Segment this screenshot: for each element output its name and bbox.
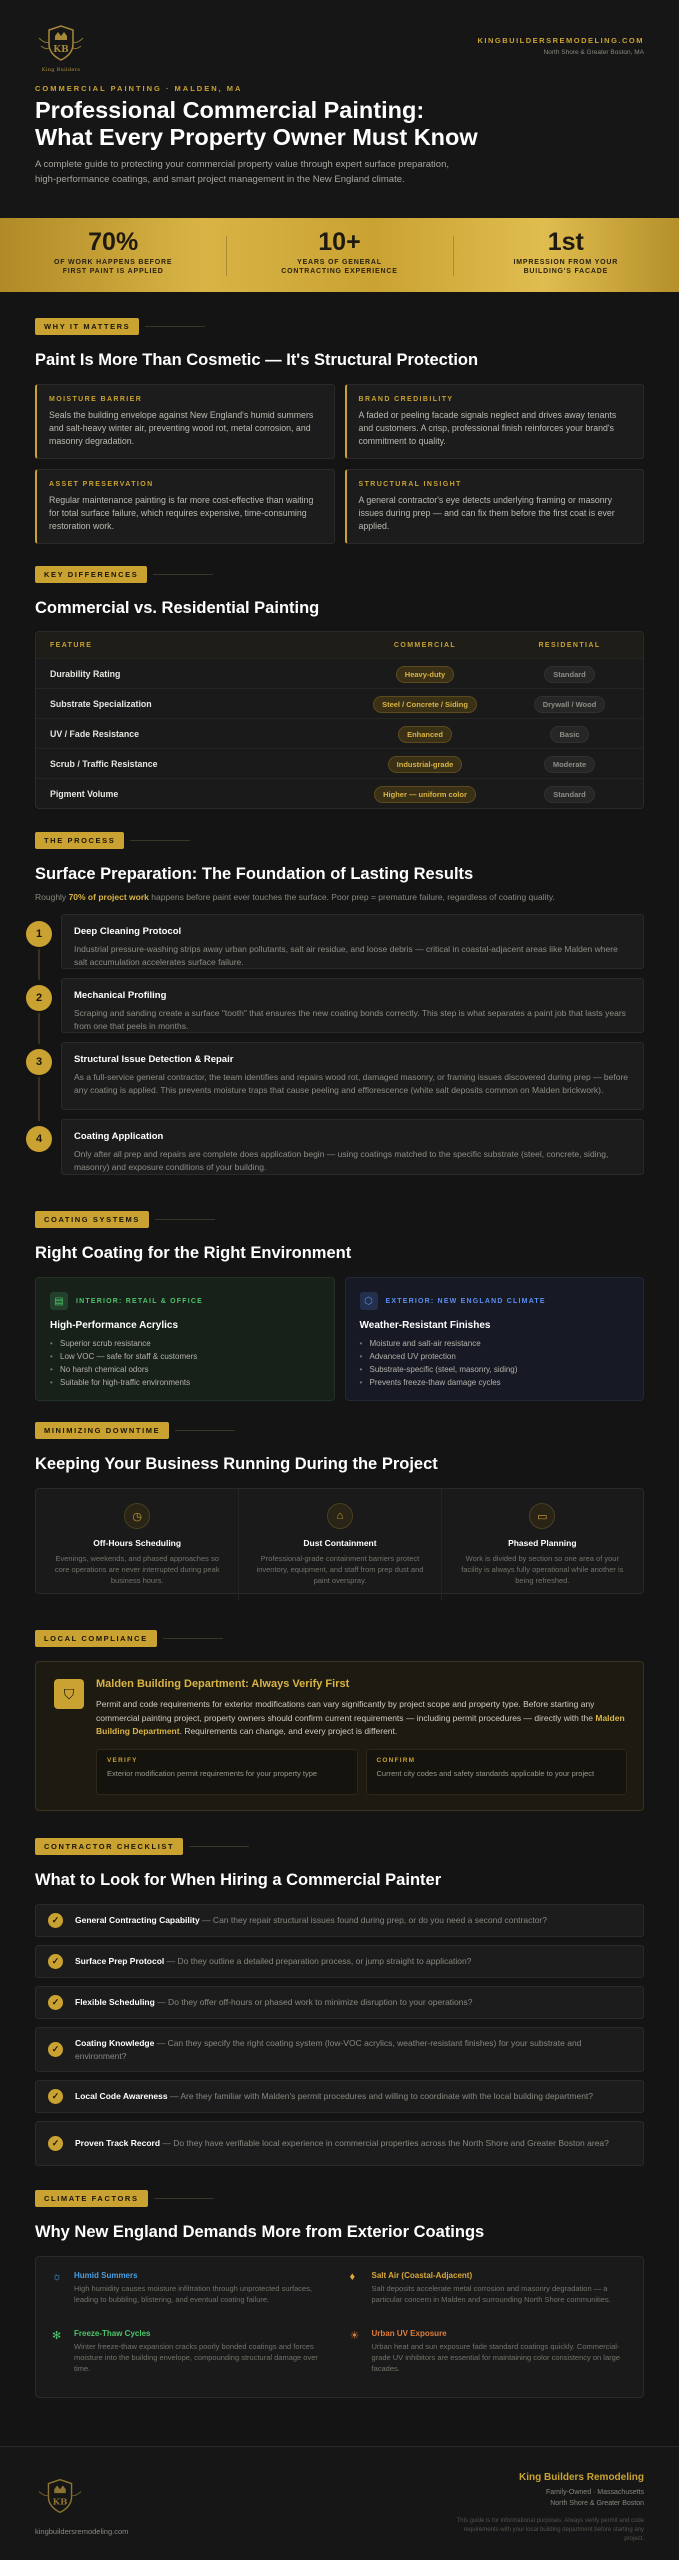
stat-label: OF WORK HAPPENS BEFORE FIRST PAINT IS APPLIED	[53, 259, 173, 275]
coating-feature: • Advanced UV protection	[360, 1350, 630, 1363]
sun-icon: ☀	[349, 2329, 360, 2342]
section-badge: MINIMIZING DOWNTIME	[35, 1422, 169, 1439]
step-title: Structural Issue Detection & Repair	[74, 1054, 234, 1065]
step-item	[35, 978, 644, 1033]
commercial-pill: Enhanced	[398, 726, 452, 743]
card-title: STRUCTURAL INSIGHT	[358, 481, 462, 488]
section-title: Keeping Your Business Running During the Project	[35, 1455, 438, 1473]
step-body: Only after all prep and repairs are complete does application begin — using coatings matched to the specific substrate (steel, concrete, siding, masonry) and exposure conditions of your building.	[74, 1149, 609, 1172]
card-body: A faded or peeling facade signals neglect and drives away tenants and customers. A crisp, professional finish reinforces your brand's commitment to quality.	[358, 410, 617, 446]
step-body: As a full-service general contractor, the team identifies and repairs wood rot, damaged masonry, or framing issues discovered during prep — before any coating is applied. This prevents moisture traps that cause peeling and efflorescence (white salt deposits common on Malden brickwork).	[74, 1072, 629, 1095]
checklist-title: Flexible Scheduling	[75, 1997, 155, 2007]
check-icon: ✓	[48, 2089, 63, 2104]
card-body: A general contractor's eye detects underlying framing or masonry issues during prep — and can fix them before the first coat is ever applied.	[358, 495, 615, 531]
checklist-body: — Are they familiar with Malden's permit procedures and willing to coordinate with the local building department?	[167, 2091, 594, 2101]
checklist-title: Local Code Awareness	[75, 2091, 168, 2101]
card-asset-preservation	[35, 469, 335, 544]
page-title-line-2: What Every Property Owner Must Know	[35, 124, 478, 150]
step-title: Deep Cleaning Protocol	[74, 926, 182, 937]
footer-company-name: King Builders Remodeling	[518, 2472, 644, 2483]
step-item	[35, 1119, 644, 1175]
climate-body: Salt deposits accelerate metal corrosion and masonry degradation — a particular concern in Malden and surrounding North Shore communities.	[371, 2284, 611, 2304]
feature-cell: Scrub / Traffic Resistance	[50, 758, 158, 769]
downtime-body: Work is divided by section so one area of your facility is always fully operational while another is being refreshed.	[461, 1554, 624, 1585]
intro-text: Roughly	[35, 892, 69, 902]
commercial-pill: Heavy-duty	[396, 666, 454, 683]
stat-label: YEARS OF GENERAL CONTRACTING EXPERIENCE	[281, 259, 398, 275]
feature-cell: UV / Fade Resistance	[50, 728, 139, 739]
coating-feature: • Prevents freeze-thaw damage cycles	[360, 1376, 630, 1389]
table-row	[36, 688, 643, 718]
climate-body: High humidity causes moisture infiltration through unprotected surfaces, leading to bubbling, blistering, and eventual coating failure.	[74, 2284, 313, 2304]
section-process	[35, 832, 644, 1175]
downtime-title: Dust Containment	[303, 1538, 377, 1548]
climate-item	[350, 2329, 628, 2384]
coating-feature: • Superior scrub resistance	[50, 1337, 320, 1350]
svg-text:KB: KB	[52, 2497, 68, 2508]
page-title	[35, 97, 635, 151]
checklist-body: — Do they offer off-hours or phased work to minimize disruption to your operations?	[154, 1997, 473, 2007]
checklist-body: — Do they outline a detailed preparation process, or jump straight to application?	[164, 1956, 472, 1966]
climate-panel	[35, 2256, 644, 2398]
step-number: 2	[26, 985, 52, 1011]
hero-intro: A complete guide to protecting your commercial property value through expert surface preparation, high-performance coatings, and smart project management in the New England climate.	[35, 159, 450, 185]
column-header: FEATURE	[50, 641, 93, 649]
coating-title: High-Performance Acrylics	[50, 1320, 179, 1331]
climate-title: Salt Air (Coastal-Adjacent)	[371, 2271, 473, 2280]
droplet-icon: ♦	[349, 2271, 356, 2283]
step-number: 4	[26, 1126, 52, 1152]
section-downtime	[35, 1422, 644, 1594]
section-intro	[35, 892, 644, 902]
checklist-title: Surface Prep Protocol	[75, 1956, 165, 1966]
table-row	[36, 748, 643, 778]
climate-item	[350, 2271, 628, 2315]
checklist-item	[35, 1904, 644, 1937]
residential-pill: Standard	[544, 666, 595, 683]
downtime-title: Off-Hours Scheduling	[93, 1538, 182, 1548]
building-icon: ▤	[50, 1292, 68, 1310]
crest-icon	[35, 2477, 85, 2517]
stat-impression	[453, 218, 679, 292]
table-row	[36, 658, 643, 688]
residential-pill: Drywall / Wood	[534, 696, 606, 713]
downtime-body: Evenings, weekends, and phased approaches so core operations are never interrupted during peak business hours.	[54, 1554, 220, 1585]
table-row	[36, 778, 643, 808]
box-title: VERIFY	[107, 1756, 138, 1764]
verify-box	[96, 1749, 358, 1795]
footer-url-link[interactable]: kingbuildersremodeling.com	[35, 2527, 129, 2536]
card-body: Seals the building envelope against New England's humid summers and salt-heavy winter air, preventing wood rot, metal corrosion, and masonry degradation.	[49, 410, 314, 446]
check-icon: ✓	[48, 2042, 63, 2057]
section-compliance	[35, 1630, 644, 1811]
section-differences	[35, 566, 644, 809]
climate-title: Humid Summers	[74, 2271, 138, 2280]
section-badge: CLIMATE FACTORS	[35, 2190, 148, 2207]
stat-value: 1st	[547, 228, 584, 256]
checklist-body: — Can they repair structural issues found during prep, or do you need a second contractor?	[199, 1915, 547, 1925]
coating-feature: • Moisture and salt-air resistance	[360, 1337, 630, 1350]
section-badge: THE PROCESS	[35, 832, 124, 849]
coating-feature: • Suitable for high-traffic environments	[50, 1376, 320, 1389]
card-title: MOISTURE BARRIER	[49, 396, 143, 403]
table-header	[36, 632, 643, 658]
checklist-item	[35, 2121, 644, 2166]
footer-logo[interactable]	[35, 2477, 85, 2522]
home-icon: ⌂	[327, 1503, 353, 1529]
stat-experience	[226, 218, 452, 292]
climate-item	[52, 2271, 330, 2315]
confirm-box	[366, 1749, 628, 1795]
section-title: Commercial vs. Residential Painting	[35, 599, 320, 617]
residential-pill: Moderate	[544, 756, 595, 773]
feature-cell: Substrate Specialization	[50, 698, 152, 709]
check-icon: ✓	[48, 1954, 63, 1969]
card-title: BRAND CREDIBILITY	[358, 396, 454, 403]
step-item	[35, 914, 644, 969]
stat-label: IMPRESSION FROM YOUR BUILDING'S FACADE	[513, 259, 619, 275]
step-item	[35, 1042, 644, 1110]
compliance-panel	[35, 1661, 644, 1811]
step-number: 3	[26, 1049, 52, 1075]
commercial-pill: Industrial-grade	[388, 756, 463, 773]
compliance-text: Permit and code requirements for exterior modifications can vary significantly by project scope and property type. Before starting any commercial painting project, property owners should confirm current requirements — including permit procedures — directly with the	[96, 1699, 596, 1723]
downtime-item	[238, 1489, 440, 1600]
page-footer	[0, 2446, 679, 2560]
page-title-line-1: Professional Commercial Painting:	[35, 97, 425, 123]
document-icon: ▭	[529, 1503, 555, 1529]
shield-icon: ⛉	[54, 1679, 84, 1709]
card-brand-credibility	[345, 384, 645, 459]
section-why	[35, 318, 644, 544]
coating-feature: • Substrate-specific (steel, masonry, siding)	[360, 1363, 630, 1376]
service-area: North Shore & Greater Boston, MA	[543, 49, 644, 56]
stat-prep	[0, 218, 226, 292]
compliance-text: . Requirements can change, and every project is different.	[179, 1726, 398, 1736]
compliance-title: Malden Building Department: Always Verify First	[96, 1678, 350, 1690]
section-title: Surface Preparation: The Foundation of Lasting Results	[35, 865, 474, 883]
climate-body: Urban heat and sun exposure fade standard coatings quickly. Commercial-grade UV inhibitors are essential for maintaining color consistency on large facades.	[371, 2341, 620, 2373]
checklist-title: Proven Track Record	[75, 2138, 161, 2148]
step-body: Industrial pressure-washing strips away urban pollutants, salt air residue, and loose debris — critical in coastal-adjacent areas like Malden where salt accumulation accelerates surface failure.	[74, 944, 618, 967]
logo-wordmark: King Builders	[41, 67, 81, 73]
downtime-item	[441, 1489, 643, 1600]
coating-tag: INTERIOR: RETAIL & OFFICE	[76, 1297, 203, 1305]
step-title: Mechanical Profiling	[74, 990, 167, 1001]
intro-text: happens before paint ever touches the surface. Poor prep = premature failure, regardless of coating quality.	[148, 892, 555, 902]
check-icon: ✓	[48, 2136, 63, 2151]
card-body: Regular maintenance painting is far more cost-effective than waiting for total surface failure, which requires expensive, time-consuming restoration work.	[49, 495, 314, 531]
coating-card-exterior	[345, 1277, 645, 1401]
column-header: RESIDENTIAL	[538, 641, 601, 649]
downtime-body: Professional-grade containment barriers protect inventory, equipment, and staff from prep dust and paint overspray.	[256, 1554, 424, 1585]
card-moisture-barrier	[35, 384, 335, 459]
section-badge: COATING SYSTEMS	[35, 1211, 149, 1228]
commercial-pill: Higher — uniform color	[374, 786, 476, 803]
checklist-body: — Do they have verifiable local experience in commercial properties across the North Shore and Greater Boston area?	[160, 2138, 609, 2148]
checklist-title: General Contracting Capability	[75, 1915, 200, 1925]
box-body: Exterior modification permit requirements for your property type	[107, 1768, 318, 1778]
climate-title: Urban UV Exposure	[371, 2328, 447, 2338]
feature-cell: Durability Rating	[50, 668, 121, 679]
coating-tag: EXTERIOR: NEW ENGLAND CLIMATE	[385, 1297, 546, 1305]
clock-icon: ◷	[124, 1503, 150, 1529]
climate-item	[52, 2329, 330, 2384]
stat-value: 70%	[88, 228, 139, 256]
section-badge: CONTRACTOR CHECKLIST	[35, 1838, 183, 1855]
residential-pill: Standard	[544, 786, 595, 803]
coating-title: Weather-Resistant Finishes	[359, 1320, 491, 1331]
compliance-body	[96, 1698, 627, 1739]
feature-cell: Pigment Volume	[50, 788, 119, 799]
step-title: Coating Application	[74, 1131, 164, 1142]
coating-feature: • No harsh chemical odors	[50, 1363, 320, 1376]
section-climate	[35, 2190, 644, 2398]
section-title: What to Look for When Hiring a Commercial Painter	[35, 1871, 442, 1889]
climate-title: Freeze-Thaw Cycles	[74, 2328, 151, 2338]
box-body: Current city codes and safety standards applicable to your project	[376, 1768, 595, 1778]
coating-card-interior	[35, 1277, 335, 1401]
page-header	[0, 0, 679, 218]
section-title: Right Coating for the Right Environment	[35, 1244, 352, 1262]
snowflake-icon: ✻	[52, 2329, 62, 2342]
box-title: CONFIRM	[376, 1756, 416, 1764]
brand-logo[interactable]	[35, 24, 87, 73]
downtime-title: Phased Planning	[508, 1538, 577, 1548]
section-badge: LOCAL COMPLIANCE	[35, 1630, 157, 1647]
section-badge: KEY DIFFERENCES	[35, 566, 147, 583]
footer-tagline: Family-Owned · Massachusetts	[545, 2489, 644, 2496]
shield-icon: ⬡	[360, 1292, 378, 1310]
section-title: Paint Is More Than Cosmetic — It's Structural Protection	[35, 351, 479, 369]
stats-band	[0, 218, 679, 292]
footer-service-area: North Shore & Greater Boston	[550, 2500, 644, 2507]
sun-icon: ☼	[52, 2271, 63, 2283]
step-body: Scraping and sanding create a surface "tooth" that ensures the new coating bonds correctly. This step is what separates a paint job that lasts years from one that peels in months.	[74, 1008, 626, 1031]
climate-body: Winter freeze-thaw expansion cracks poorly bonded coatings and forces moisture into the building envelope, compounding structural damage over time.	[74, 2341, 318, 2373]
stat-value: 10+	[318, 228, 361, 256]
downtime-item	[36, 1489, 238, 1600]
section-badge: WHY IT MATTERS	[35, 318, 139, 335]
residential-pill: Basic	[550, 726, 588, 743]
section-title: Why New England Demands More from Exterior Coatings	[35, 2223, 485, 2241]
section-coatings	[35, 1211, 644, 1401]
check-icon: ✓	[48, 1995, 63, 2010]
section-checklist	[35, 1838, 644, 2174]
comparison-table	[35, 631, 644, 809]
site-url-link[interactable]: KINGBUILDERSREMODELING.COM	[477, 36, 644, 45]
hero-eyebrow: COMMERCIAL PAINTING · MALDEN, MA	[35, 84, 243, 93]
svg-text:KB: KB	[53, 45, 69, 55]
column-header: COMMERCIAL	[393, 641, 457, 649]
card-structural-insight	[345, 469, 645, 544]
checklist-item	[35, 2027, 644, 2072]
checklist-title: Coating Knowledge	[75, 2037, 155, 2048]
checklist-item	[35, 1945, 644, 1978]
footer-disclaimer: This guide is for informational purposes. Always verify permit and code requirements with your local building department before starting any project.	[456, 2518, 644, 2542]
crest-icon	[35, 24, 87, 64]
intro-highlight: 70% of project work	[68, 892, 149, 902]
table-row	[36, 718, 643, 748]
downtime-panel	[35, 1488, 644, 1594]
step-number: 1	[26, 921, 52, 947]
card-title: ASSET PRESERVATION	[49, 481, 154, 488]
commercial-pill: Steel / Concrete / Siding	[373, 696, 477, 713]
checklist-body: — Can they specify the right coating system (low-VOC acrylics, weather-resistant finishes) for your substrate and environment?	[75, 2037, 582, 2061]
coating-feature: • Low VOC — safe for staff & customers	[50, 1350, 320, 1363]
checklist-item	[35, 2080, 644, 2113]
checklist-item	[35, 1986, 644, 2019]
compliance-highlight: Malden Building Department	[96, 1712, 625, 1736]
check-icon: ✓	[48, 1913, 63, 1928]
